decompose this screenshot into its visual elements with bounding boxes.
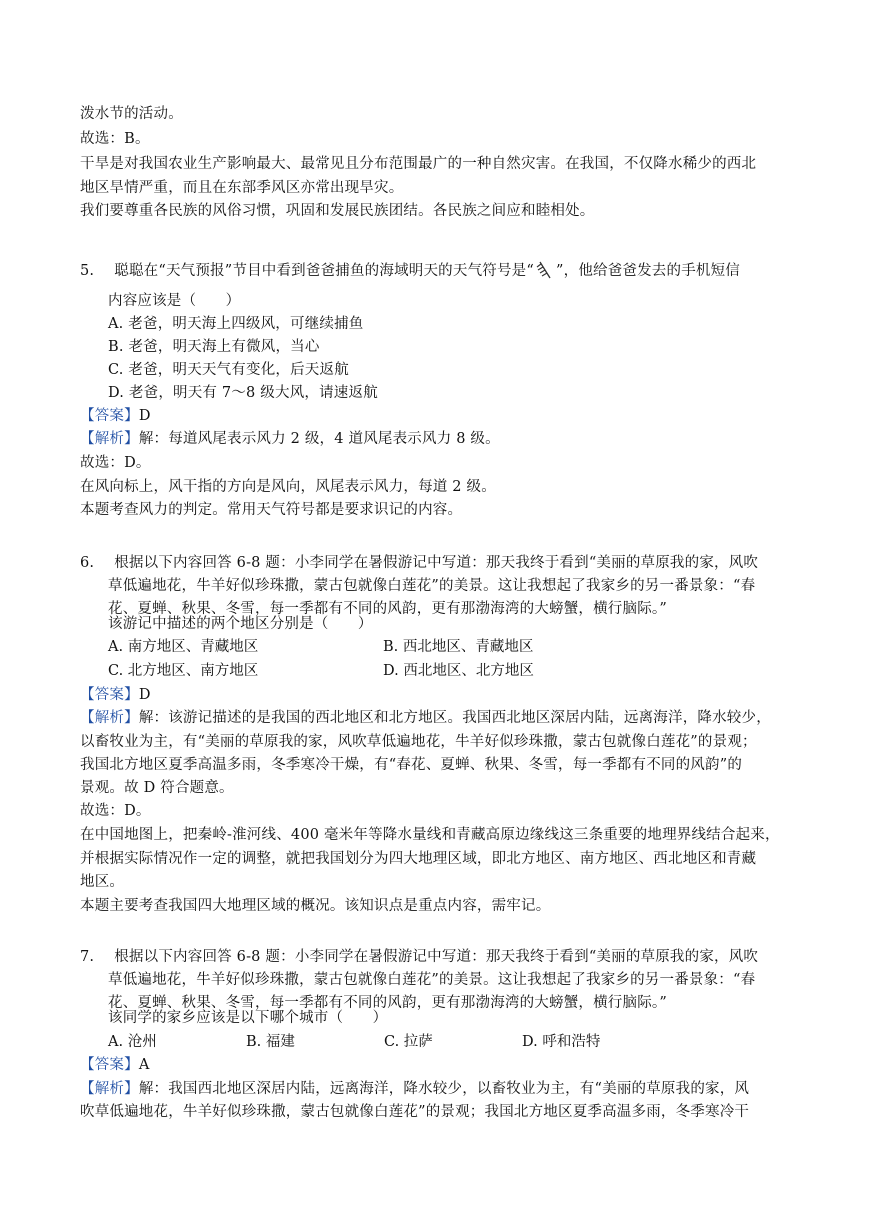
option-c: C. 老爸，明天天气有变化，后天返航 <box>108 362 349 378</box>
analysis-line: 景观。故 D 符合题意。 <box>80 780 234 796</box>
analysis-tag: 【解析】 <box>80 431 139 447</box>
option-b: B. 老爸，明天海上有微风，当心 <box>108 339 320 355</box>
analysis-text: 解：我国西北地区深居内陆，远离海洋，降水较少，以畜牧业为主，有“美丽的草原我的家，风 <box>138 1081 750 1097</box>
question-stem-part: ”，他给爸爸发去的手机短信 <box>556 263 741 279</box>
prev-note-line: 我们要尊重各民族的风俗习惯，巩固和发展民族团结。各民族之间应和睦相处。 <box>80 203 595 219</box>
question-stem-line: 花、夏蝉、秋果、冬雪，每一季都有不同的风韵，更有那渤海湾的大螃蟹，横行脑际。” <box>108 601 667 617</box>
question-6-stem <box>80 552 758 574</box>
note-line: 在中国地图上，把秦岭-淮河线、400 毫米年等降水量线和青藏高原边缘线这三条重要的地理界线结合起来， <box>80 827 780 843</box>
answer-line <box>80 684 151 706</box>
answer-tag: 【答案】 <box>80 1057 139 1073</box>
option-a: A. 老爸，明天海上四级风，可继续捕鱼 <box>108 316 364 332</box>
note-line: 本题考查风力的判定。常用天气符号都是要求识记的内容。 <box>80 502 463 518</box>
option-a: A. 南方地区、青藏地区 <box>108 639 259 655</box>
prev-choose: 故选：B。 <box>80 131 150 147</box>
note-line: 在风向标上，风干指的方向是风向，风尾表示风力，每道 2 级。 <box>80 479 496 495</box>
question-5-stem-cont: 内容应该是（ ） <box>108 293 241 309</box>
analysis-line: 以畜牧业为主，有“美丽的草原我的家，风吹草低遍地花，牛羊好似珍珠撒，蒙古包就像白莲花”的景观； <box>80 734 757 750</box>
prev-note-line: 干旱是对我国农业生产影响最大、最常见且分布范围最广的一种自然灾害。在我国，不仅降水稀少的西北 <box>80 156 757 172</box>
note-line: 本题主要考查我国四大地理区域的概况。该知识点是重点内容，需牢记。 <box>80 898 551 914</box>
analysis-line: 吹草低遍地花，牛羊好似珍珠撒，蒙古包就像白莲花”的景观；我国北方地区夏季高温多雨，冬季寒冷干 <box>80 1104 750 1120</box>
answer-value: D <box>138 687 151 703</box>
question-7-stem <box>80 946 758 968</box>
answer-line <box>80 1054 149 1076</box>
analysis-line <box>80 1078 749 1100</box>
note-line: 并根据实际情况作一定的调整，就把我国划分为四大地理区域，即北方地区、南方地区、西北地区和青藏 <box>80 851 757 867</box>
wind-symbol-icon <box>534 259 556 281</box>
analysis-line: 我国北方地区夏季高温多雨，冬季寒冷干燥，有“春花、夏蝉、秋果、冬雪，每一季都有不同的风韵”的 <box>80 757 743 773</box>
analysis-line <box>80 707 771 729</box>
answer-value: D <box>138 408 151 424</box>
question-text: 该同学的家乡应该是以下哪个城市（ ） <box>108 1010 388 1026</box>
question-5-stem <box>80 259 740 282</box>
option-b: B. 西北地区、青藏地区 <box>383 639 534 655</box>
answer-line <box>80 405 151 427</box>
analysis-tag: 【解析】 <box>80 1081 139 1097</box>
analysis-line <box>80 428 500 450</box>
prev-note-line: 地区旱情严重，而且在东部季风区亦常出现旱灾。 <box>80 180 404 196</box>
question-text: 该游记中描述的两个地区分别是（ ） <box>108 616 373 632</box>
question-stem-line: 草低遍地花，牛羊好似珍珠撒，蒙古包就像白莲花”的美景。这让我想起了我家乡的另一番景象：“春 <box>108 578 756 594</box>
option-b: B. 福建 <box>246 1034 295 1050</box>
question-stem-line: 草低遍地花，牛羊好似珍珠撒，蒙古包就像白莲花”的美景。这让我想起了我家乡的另一番景象：“春 <box>108 972 756 988</box>
answer-tag: 【答案】 <box>80 687 139 703</box>
analysis-text: 解：每道风尾表示风力 2 级，4 道风尾表示风力 8 级。 <box>138 431 500 447</box>
note-line: 地区。 <box>80 874 125 890</box>
question-stem-part: 根据以下内容回答 6-8 题：小李同学在暑假游记中写道：那天我终于看到“美丽的草原我的家，风吹 <box>114 949 759 965</box>
option-d: D. 西北地区、北方地区 <box>383 663 534 679</box>
question-number: 6. <box>80 555 95 571</box>
option-c: C. 北方地区、南方地区 <box>108 663 259 679</box>
option-d: D. 呼和浩特 <box>522 1034 601 1050</box>
analysis-tag: 【解析】 <box>80 710 139 726</box>
question-stem-part: 根据以下内容回答 6-8 题：小李同学在暑假游记中写道：那天我终于看到“美丽的草原我的家，风吹 <box>114 555 759 571</box>
analysis-text: 解：该游记描述的是我国的西北地区和北方地区。我国西北地区深居内陆，远离海洋，降水较少， <box>138 710 771 726</box>
answer-tag: 【答案】 <box>80 408 139 424</box>
choose-line: 故选：D。 <box>80 803 151 819</box>
option-d: D. 老爸，明天有 7～8 级大风，请速返航 <box>108 385 378 401</box>
question-number: 7. <box>80 949 95 965</box>
prev-text-line: 泼水节的活动。 <box>80 106 183 122</box>
choose-line: 故选：D。 <box>80 455 151 471</box>
question-number: 5. <box>80 263 95 279</box>
question-stem-part: 聪聪在“天气预报”节目中看到爸爸捕鱼的海域明天的天气符号是“ <box>114 263 534 279</box>
option-a: A. 沧州 <box>108 1034 157 1050</box>
option-c: C. 拉萨 <box>384 1034 433 1050</box>
question-stem-line: 花、夏蝉、秋果、冬雪，每一季都有不同的风韵，更有那渤海湾的大螃蟹，横行脑际。” <box>108 995 667 1011</box>
answer-value: A <box>138 1057 150 1073</box>
